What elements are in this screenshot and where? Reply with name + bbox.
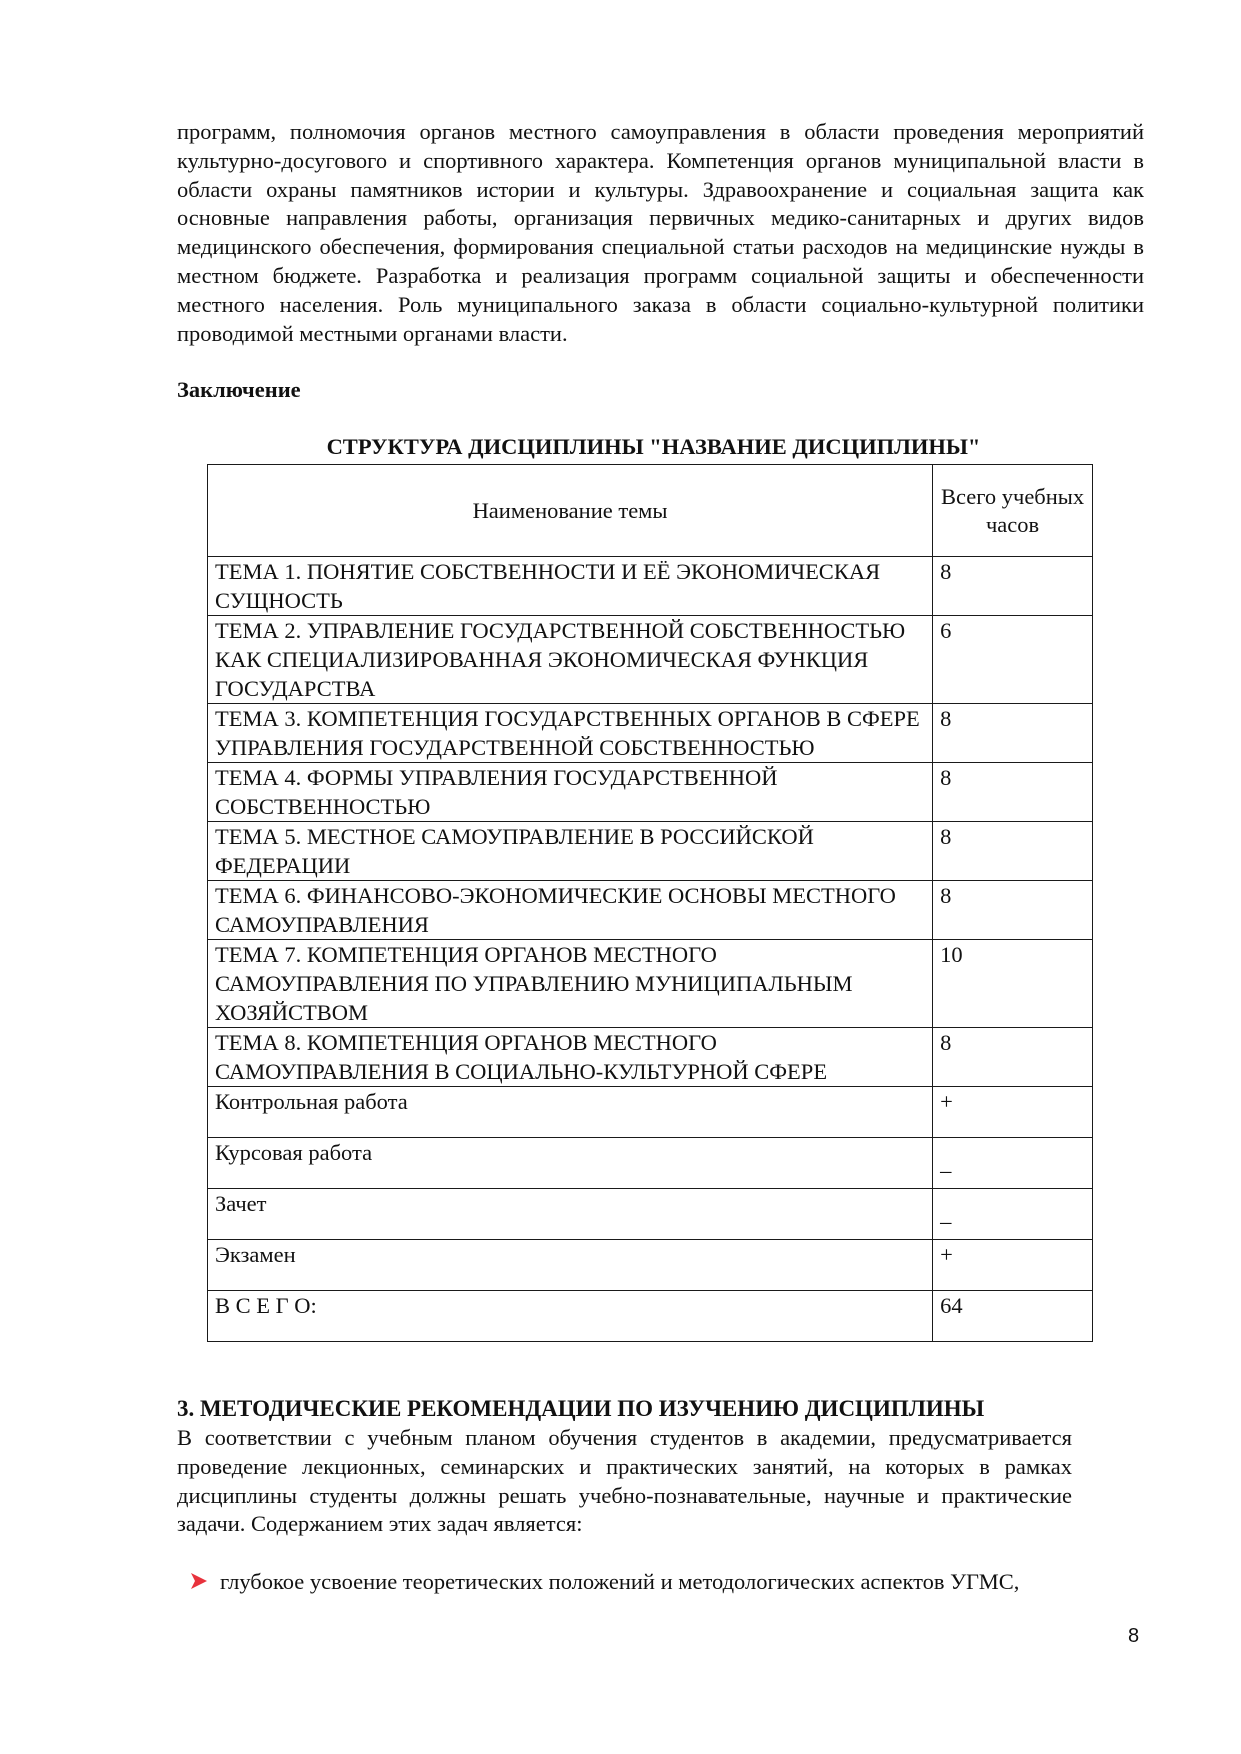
topic-name: ТЕМА 5. МЕСТНОЕ САМОУПРАВЛЕНИЕ В РОССИЙСКОЙ ФЕДЕРАЦИИ (208, 822, 933, 881)
table-row (208, 704, 1093, 763)
assessment-value-cell (933, 1138, 1093, 1189)
topic-name: ТЕМА 2. УПРАВЛЕНИЕ ГОСУДАРСТВЕННОЙ СОБСТВЕННОСТЬЮ КАК СПЕЦИАЛИЗИРОВАННАЯ ЭКОНОМИЧЕСКАЯ ФУНКЦИЯ ГОСУДАРСТВА (208, 616, 933, 704)
topic-hours: 8 (933, 763, 1093, 822)
intro-paragraph: программ, полномочия органов местного самоуправления в области проведения мероприятий культурно-досугового и спортивного характера. Компетенция органов муниципальной власти в области охраны памятников истории и культуры. Здравоохранение и социальная защита как основные направления работы, организация первичных медико-санитарных и других видов медицинского обеспечения, формирования специальной статьи расходов на медицинские нужды в местном бюджете. Разработка и реализация программ социальной защиты и обеспеченности местного населения. Роль муниципального заказа в области социально-культурной политики проводимой местными органами власти. (177, 119, 1144, 346)
assessment-name: Экзамен (208, 1240, 933, 1291)
assessment-value: + (933, 1240, 1093, 1291)
assessment-value: + (933, 1087, 1093, 1138)
topic-hours: 8 (933, 822, 1093, 881)
bullet-text: глубокое усвоение теоретических положений и методологических аспектов УГМС, (220, 1569, 1020, 1594)
table-row-assessment (208, 1240, 1093, 1291)
table-row (208, 763, 1093, 822)
structure-title: СТРУКТУРА ДИСЦИПЛИНЫ "НАЗВАНИЕ ДИСЦИПЛИНЫ" (326, 434, 981, 459)
topic-hours: 8 (933, 1028, 1093, 1087)
section3-heading: 3. МЕТОДИЧЕСКИЕ РЕКОМЕНДАЦИИ ПО ИЗУЧЕНИЮ ДИСЦИПЛИНЫ (177, 1396, 985, 1421)
table-row-assessment (208, 1087, 1093, 1138)
table-row (208, 616, 1093, 704)
topic-name: ТЕМА 7. КОМПЕТЕНЦИЯ ОРГАНОВ МЕСТНОГО САМОУПРАВЛЕНИЯ ПО УПРАВЛЕНИЮ МУНИЦИПАЛЬНЫМ ХОЗЯЙСТВОМ (208, 940, 933, 1028)
topic-hours: 8 (933, 704, 1093, 763)
total-label: В С Е Г О: (208, 1291, 933, 1342)
table-row (208, 822, 1093, 881)
assessment-value-cell (933, 1189, 1093, 1240)
table-row-assessment (208, 1138, 1093, 1189)
conclusion-heading: Заключение (177, 377, 301, 402)
assessment-value: _ (940, 1201, 952, 1226)
table-header-row (208, 465, 1093, 557)
assessment-name: Курсовая работа (208, 1138, 933, 1189)
section3-body: В соответствии с учебным планом обучения студентов в академии, предусматривается проведение лекционных, семинарских и практических занятий, на которых в рамках дисциплины студенты должны решать учебно-познавательные, научные и практические задачи. Содержанием этих задач является: (177, 1425, 1072, 1537)
table-row (208, 881, 1093, 940)
assessment-name: Зачет (208, 1189, 933, 1240)
table-row-total (208, 1291, 1093, 1342)
page-number: 8 (1128, 1625, 1140, 1647)
header-hours: Всего учебных часов (933, 465, 1093, 557)
bullet-item (190, 1568, 1019, 1596)
arrow-bullet-icon (190, 1572, 208, 1590)
topic-name: ТЕМА 1. ПОНЯТИЕ СОБСТВЕННОСТИ И ЕЁ ЭКОНОМИЧЕСКАЯ СУЩНОСТЬ (208, 557, 933, 616)
topic-hours: 8 (933, 557, 1093, 616)
assessment-value: _ (940, 1150, 952, 1175)
topic-name: ТЕМА 8. КОМПЕТЕНЦИЯ ОРГАНОВ МЕСТНОГО САМОУПРАВЛЕНИЯ В СОЦИАЛЬНО-КУЛЬТУРНОЙ СФЕРЕ (208, 1028, 933, 1087)
table-row (208, 940, 1093, 1028)
topic-hours: 8 (933, 881, 1093, 940)
header-topic: Наименование темы (208, 465, 933, 557)
structure-table (207, 464, 1093, 1342)
table-row (208, 557, 1093, 616)
topic-hours: 10 (933, 940, 1093, 1028)
table-row-assessment (208, 1189, 1093, 1240)
topic-name: ТЕМА 3. КОМПЕТЕНЦИЯ ГОСУДАРСТВЕННЫХ ОРГАНОВ В СФЕРЕ УПРАВЛЕНИЯ ГОСУДАРСТВЕННОЙ СОБСТВЕННОСТЬЮ (208, 704, 933, 763)
assessment-name: Контрольная работа (208, 1087, 933, 1138)
topic-hours: 6 (933, 616, 1093, 704)
total-value: 64 (933, 1291, 1093, 1342)
topic-name: ТЕМА 4. ФОРМЫ УПРАВЛЕНИЯ ГОСУДАРСТВЕННОЙ СОБСТВЕННОСТЬЮ (208, 763, 933, 822)
table-row (208, 1028, 1093, 1087)
topic-name: ТЕМА 6. ФИНАНСОВО-ЭКОНОМИЧЕСКИЕ ОСНОВЫ МЕСТНОГО САМОУПРАВЛЕНИЯ (208, 881, 933, 940)
